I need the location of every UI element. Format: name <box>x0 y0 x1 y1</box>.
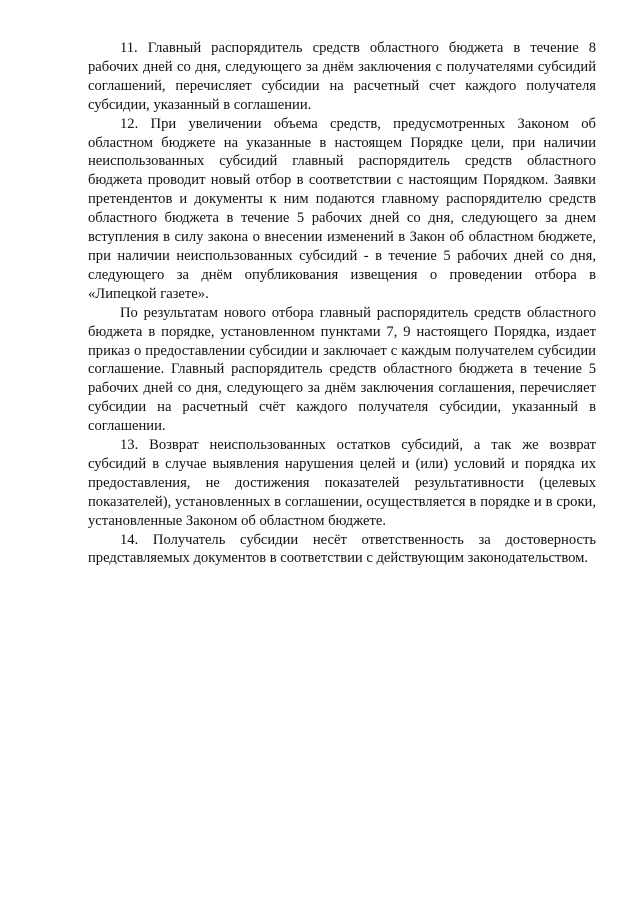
paragraph-12-continued: По результатам нового отбора главный распорядитель средств областного бюджета в порядке, установленном пунктами 7, 9 настоящего Порядка, издает приказ о предоставлении субсидии и заключает с каждым получателем субсидии соглашение. Главный распорядитель средств областного бюджета в течение 5 рабочих дней со дня, следующего за днём заключения соглашения, перечисляет субсидии на расчетный счёт каждого получателя субсидии, указанный в соглашении. <box>88 304 596 435</box>
paragraph-11: 11. Главный распорядитель средств областного бюджета в течение 8 рабочих дней со дня, следующего за днём заключения с получателями субсидий соглашений, перечисляет субсидии на расчетный счет каждого получателя субсидии, указанный в соглашении. <box>88 40 596 113</box>
paragraph-12: 12. При увеличении объема средств, предусмотренных Законом об областном бюджете на указанные в настоящем Порядке цели, при наличии неиспользованных субсидий главный распорядитель средств областного бюджета проводит новый отбор в соответствии с настоящим Порядком. Заявки претендентов и документы к ним подаются главному распорядителю средств областного бюджета в течение 5 рабочих дней со дня, следующего за днем вступления в силу закона о внесении изменений в Закон об областном бюджете, при наличии неиспользованных субсидий - в течение 5 рабочих дней со дня, следующего за днём опубликования извещения о проведении отбора в «Липецкой газете». <box>88 115 596 302</box>
paragraph-14: 14. Получатель субсидии несёт ответственность за достоверность представляемых документов в соответствии с действующим законодательством. <box>88 531 596 567</box>
paragraph-13: 13. Возврат неиспользованных остатков субсидий, а так же возврат субсидий в случае выявления нарушения целей и (или) условий и порядка их предоставления, не достижения показателей результативности (целевых показателей), установленных в соглашении, осуществляется в порядке и в сроки, установленные Законом об областном бюджете. <box>88 437 596 529</box>
document-body <box>88 39 596 568</box>
